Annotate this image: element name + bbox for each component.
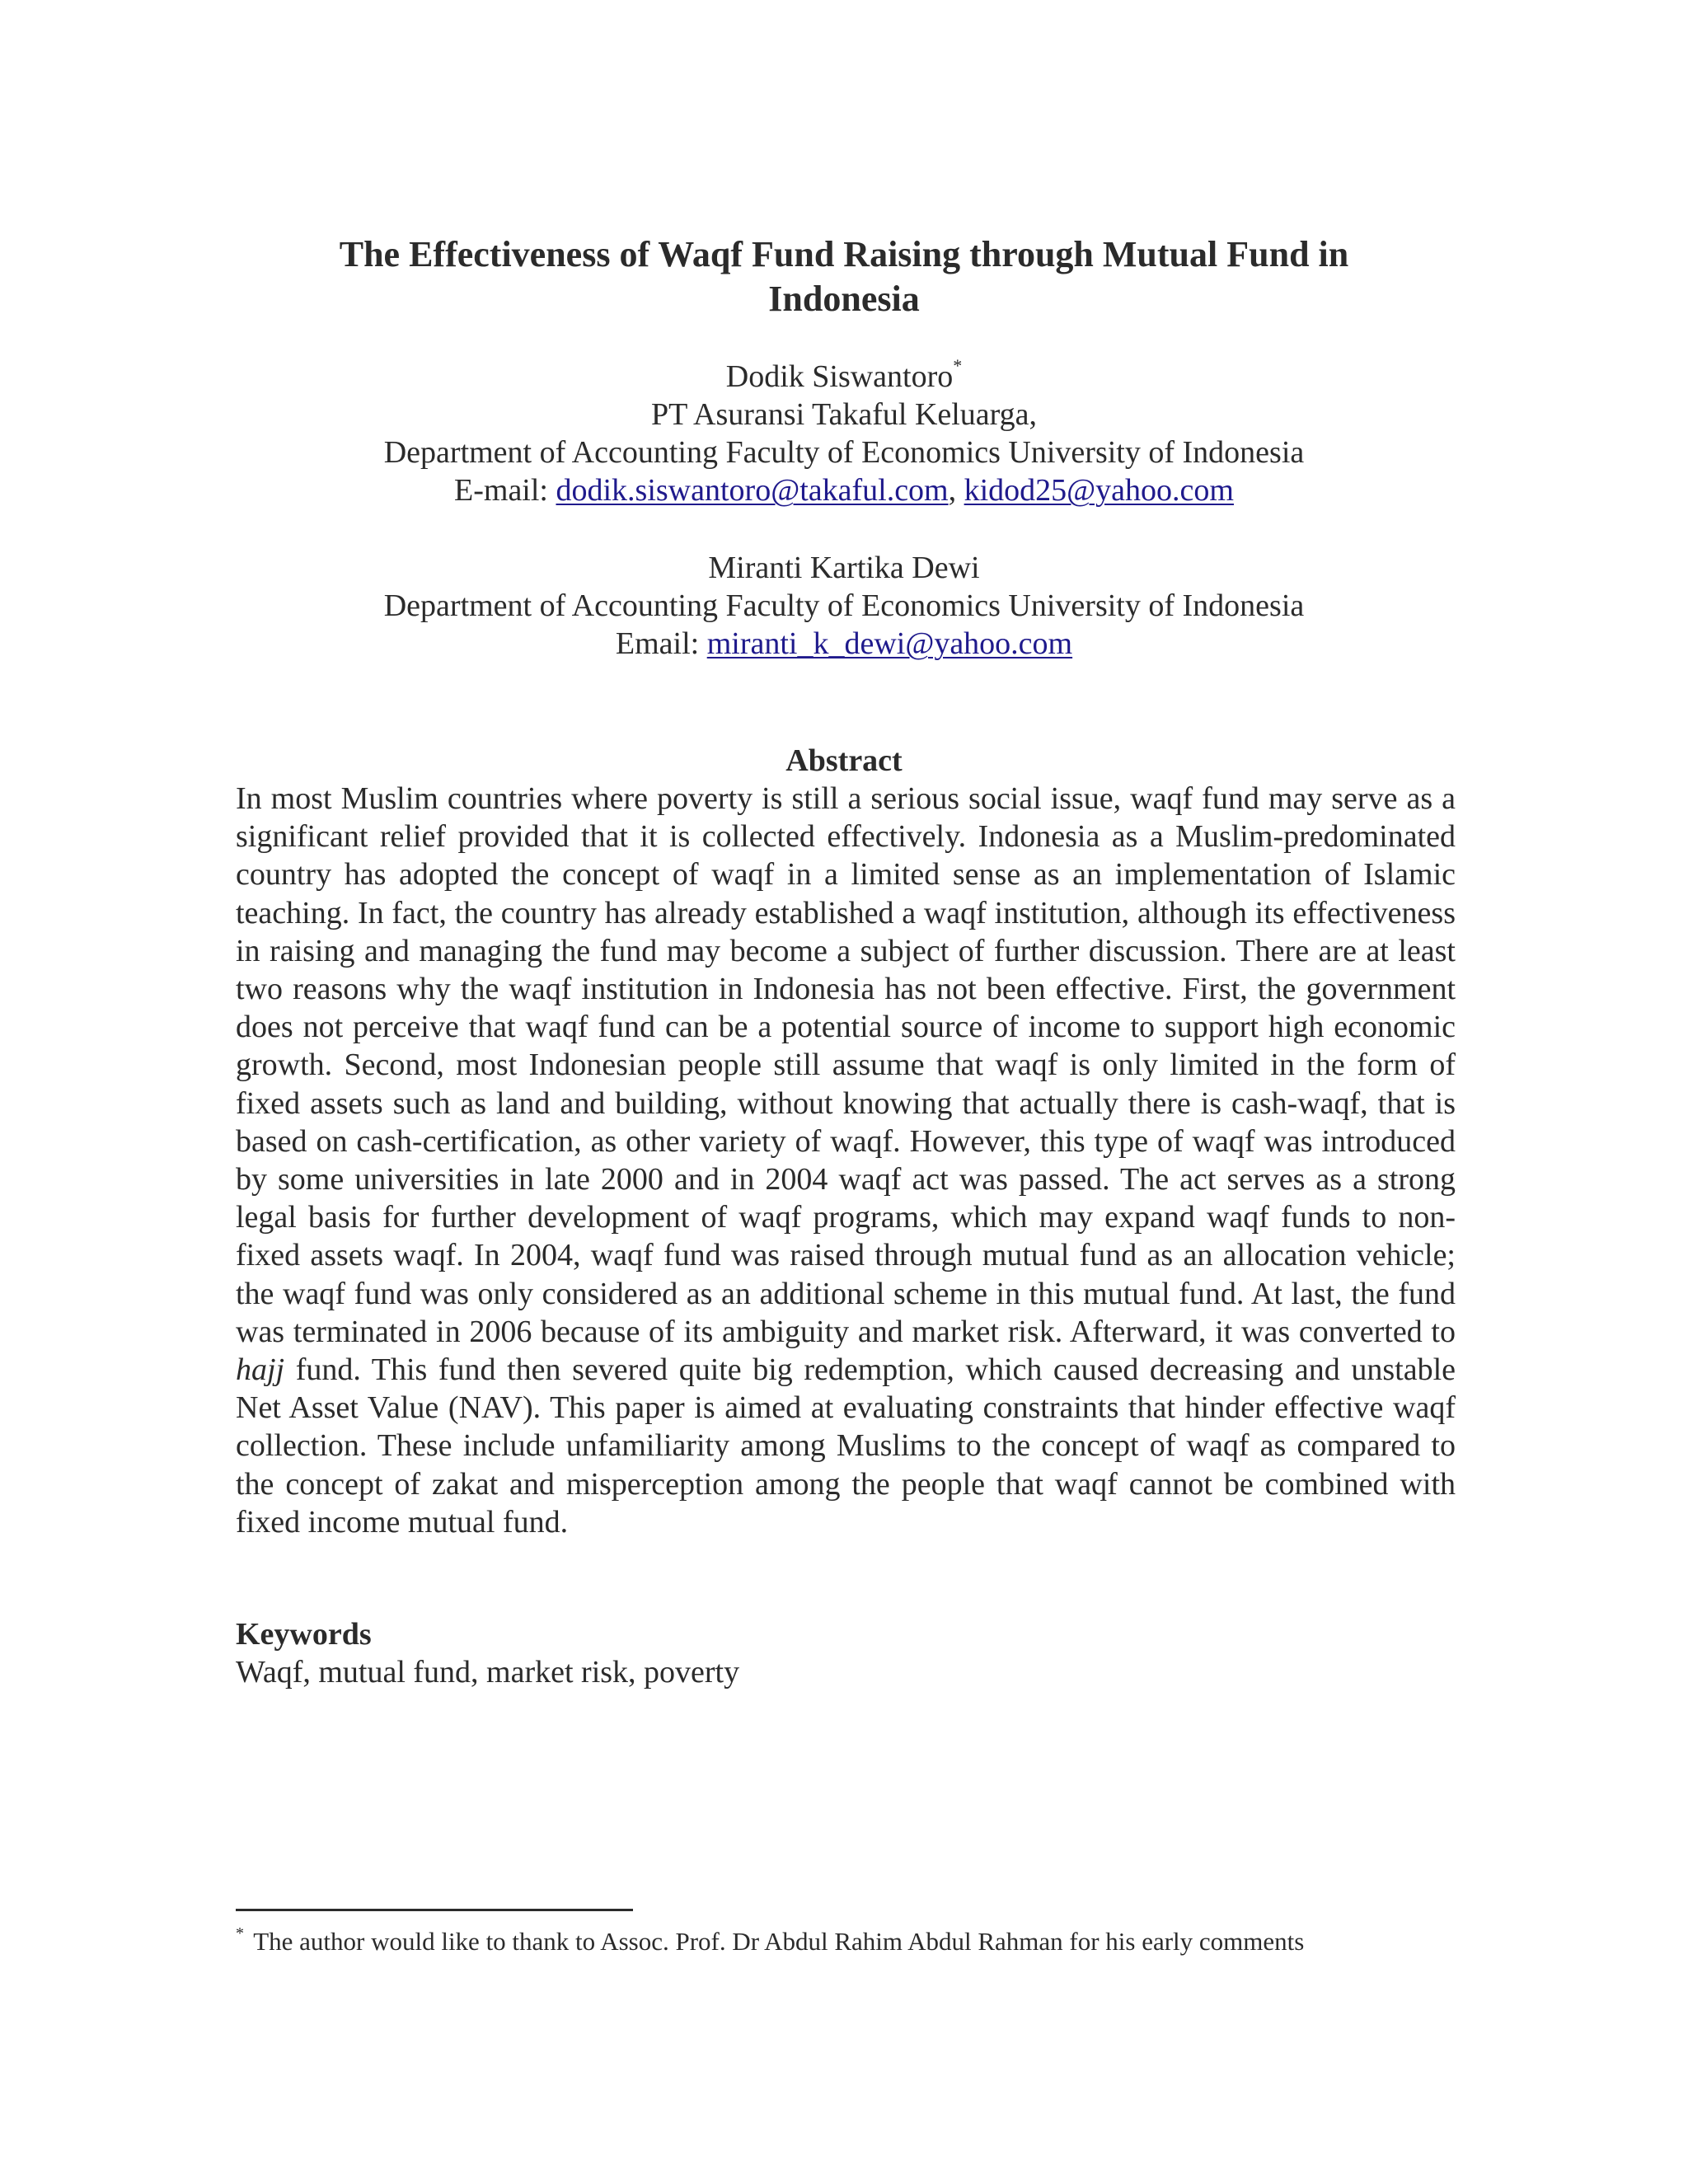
author-1-name: Dodik Siswantoro bbox=[725, 359, 954, 394]
title-line-2: Indonesia bbox=[768, 279, 920, 319]
author-1-email-link-2[interactable]: kidod25@yahoo.com bbox=[964, 473, 1234, 508]
author-1-email-separator: , bbox=[948, 473, 964, 508]
footnote-text: The author would like to thank to Assoc. Prof. Dr Abdul Rahim Abdul Rahman for his early comments bbox=[247, 1927, 1305, 1956]
keywords-heading: Keywords bbox=[236, 1617, 372, 1652]
author-1-email-link-1[interactable]: dodik.siswantoro@takaful.com bbox=[556, 473, 949, 508]
paper-title bbox=[247, 232, 1441, 321]
author-2-email-link[interactable]: miranti_k_dewi@yahoo.com bbox=[706, 626, 1073, 661]
author-1-email-label: E-mail: bbox=[454, 473, 556, 508]
abstract-text-part-1: In most Muslim countries where poverty is still a serious social issue, waqf fund may serve as a significant relief provided that it is collected effectively. Indonesia as a Muslim-predominated country has adopted the concept of waqf in a limited sense as an implementation of Islamic teaching. In fact, the country has already established a waqf institution, although its effectiveness in raising and managing the fund may become a subject of further discussion. There are at least two reasons why the waqf institution in Indonesia has not been effective. First, the government does not perceive that waqf fund can be a potential source of income to support high economic growth. Second, most Indonesian people still assume that waqf is only limited in the form of fixed assets such as land and building, without knowing that actually there is cash-waqf, that is based on cash-certification, as other variety of waqf. However, this type of waqf was introduced by some universities in late 2000 and in 2004 waqf act was passed. The act serves as a strong legal basis for further development of waqf programs, which may expand waqf funds to non-fixed assets waqf. In 2004, waqf fund was raised through mutual fund as an allocation vehicle; the waqf fund was only considered as an additional scheme in this mutual fund. At last, the fund was terminated in 2006 because of its ambiguity and market risk. Afterward, it was converted to bbox=[236, 781, 1456, 1349]
author-2-block bbox=[165, 549, 1523, 663]
author-2-email-label: Email: bbox=[615, 626, 707, 661]
abstract-body bbox=[236, 780, 1456, 1541]
author-1-name-line bbox=[165, 355, 1523, 396]
title-line-1: The Effectiveness of Waqf Fund Raising through Mutual Fund in bbox=[339, 234, 1349, 274]
author-1-footnote-marker[interactable]: * bbox=[953, 355, 963, 376]
author-1-email-line bbox=[165, 471, 1523, 509]
author-2-email-line bbox=[165, 625, 1523, 663]
author-2-name: Miranti Kartika Dewi bbox=[708, 551, 980, 585]
footnote bbox=[236, 1925, 1304, 1958]
author-1-block bbox=[165, 355, 1523, 509]
abstract-text-part-2: fund. This fund then severed quite big redemption, which caused decreasing and unstable Net Asset Value (NAV). This paper is aimed at evaluating constraints that hinder effective waqf collection. These include unfamiliarity among Muslims to the concept of waqf as compared to the concept of zakat and misperception among the people that waqf cannot be combined with fixed income mutual fund. bbox=[236, 1352, 1456, 1540]
footnote-divider bbox=[236, 1909, 633, 1911]
abstract-heading: Abstract bbox=[785, 743, 903, 778]
author-1-affiliation-1: PT Asuransi Takaful Keluarga, bbox=[650, 397, 1038, 432]
footnote-marker: * bbox=[236, 1924, 244, 1943]
author-1-affiliation-2: Department of Accounting Faculty of Economics University of Indonesia bbox=[383, 435, 1305, 470]
keywords-list: Waqf, mutual fund, market risk, poverty bbox=[236, 1655, 740, 1690]
author-2-affiliation: Department of Accounting Faculty of Economics University of Indonesia bbox=[383, 588, 1305, 623]
abstract-italic-term: hajj bbox=[236, 1352, 285, 1388]
